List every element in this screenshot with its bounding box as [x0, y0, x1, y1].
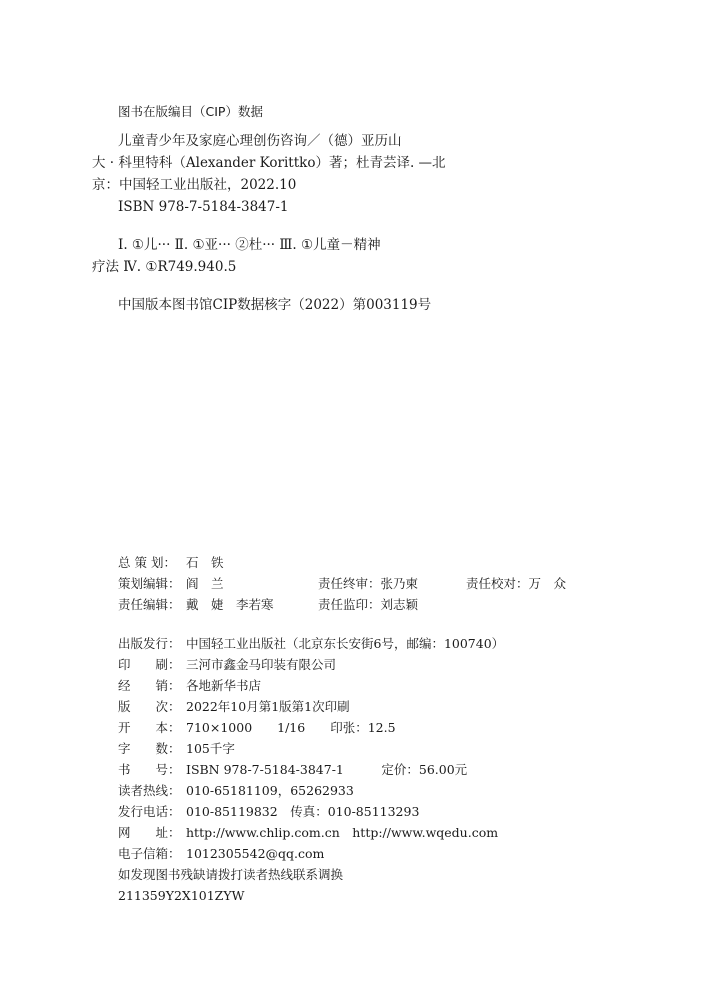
distributor-label: 经 销： — [118, 678, 181, 693]
wordcount-row — [118, 741, 235, 757]
isbn-value: ISBN 978-7-5184-3847-1 定价：56.00元 — [186, 762, 468, 777]
hotline-value: 010-65181109，65262933 — [186, 783, 354, 798]
print-supervisor-label: 责任监印： — [318, 597, 381, 612]
email-value: 1012305542@qq.com — [186, 846, 325, 861]
publisher-label: 出版发行： — [118, 636, 181, 651]
format-label: 开 本： — [118, 720, 181, 735]
print-code: 211359Y2X101ZYW — [118, 888, 245, 903]
isbn-label: 书 号： — [118, 762, 181, 777]
planning-editor-value: 阎 兰 — [186, 576, 224, 591]
publisher-value: 中国轻工业出版社（北京东长安街6号，邮编：100740） — [186, 636, 505, 651]
phone-value: 010-85119832 传真：010-85113293 — [186, 804, 420, 819]
print-supervisor-row — [318, 597, 418, 613]
cip-record: 中国版本图书馆CIP数据核字（2022）第003119号 — [118, 297, 432, 313]
phone-row — [118, 804, 419, 820]
isbn-row — [118, 762, 467, 778]
chief-planner-label: 总 策 划： — [118, 555, 176, 570]
email-label: 电子信箱： — [118, 846, 181, 861]
proofreader-row — [466, 576, 566, 592]
edition-row — [118, 699, 350, 715]
cip-isbn: ISBN 978-7-5184-3847-1 — [118, 199, 289, 215]
final-review-value: 张乃柬 — [380, 576, 419, 591]
printer-label: 印 刷： — [118, 657, 181, 672]
printer-row — [118, 657, 336, 673]
cip-line-2: 大 · 科里特科（Alexander Korittko）著；杜青芸译. —北 — [92, 155, 446, 171]
publisher-row — [118, 636, 504, 652]
cip-line-3: 京：中国轻工业出版社，2022.10 — [92, 177, 297, 193]
format-row — [118, 720, 396, 736]
format-value: 710×1000 1/16 印张：12.5 — [186, 720, 396, 735]
cip-line-1: 儿童青少年及家庭心理创伤咨询／（德）亚历山 — [118, 133, 402, 149]
notice-row: 如发现图书残缺请拨打读者热线联系调换 — [118, 867, 344, 882]
edition-value: 2022年10月第1版第1次印刷 — [186, 699, 350, 714]
proofreader-value: 万 众 — [528, 576, 567, 591]
website-value: http://www.chlip.com.cn http://www.wqedu.com — [186, 825, 499, 840]
responsible-editor-label: 责任编辑： — [118, 597, 181, 612]
chief-planner-row — [118, 555, 224, 571]
wordcount-label: 字 数： — [118, 741, 181, 756]
responsible-editor-value: 戴 婕 李若寒 — [186, 597, 274, 612]
subject-line-2: 疗法 Ⅳ. ①R749.940.5 — [92, 259, 237, 275]
wordcount-value: 105千字 — [186, 741, 235, 756]
website-row — [118, 825, 498, 841]
proofreader-label: 责任校对： — [466, 576, 529, 591]
cip-heading: 图书在版编目（CIP）数据 — [118, 104, 263, 119]
printer-value: 三河市鑫金马印装有限公司 — [186, 657, 337, 672]
print-supervisor-value: 刘志颖 — [380, 597, 419, 612]
edition-label: 版 次： — [118, 699, 181, 714]
hotline-row — [118, 783, 354, 799]
planning-editor-row — [118, 576, 224, 592]
distributor-row — [118, 678, 261, 694]
subject-line-1: Ⅰ. ①儿··· Ⅱ. ①亚··· ②杜··· Ⅲ. ①儿童－精神 — [118, 237, 381, 253]
website-label: 网 址： — [118, 825, 181, 840]
email-row — [118, 846, 324, 862]
distributor-value: 各地新华书店 — [186, 678, 262, 693]
responsible-editor-row — [118, 597, 274, 613]
phone-label: 发行电话： — [118, 804, 181, 819]
chief-planner-value: 石 铁 — [186, 555, 224, 570]
planning-editor-label: 策划编辑： — [118, 576, 181, 591]
final-review-row — [318, 576, 418, 592]
hotline-label: 读者热线： — [118, 783, 181, 798]
final-review-label: 责任终审： — [318, 576, 381, 591]
